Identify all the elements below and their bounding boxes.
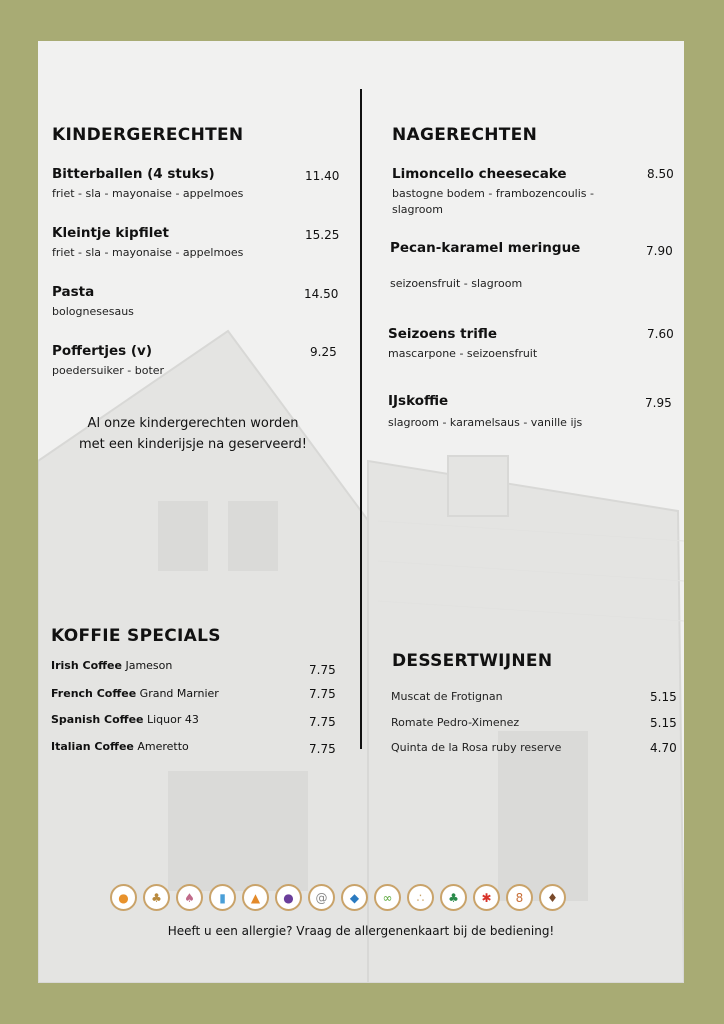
- gluten-icon: ♣: [143, 884, 170, 911]
- peanut-icon: 8: [506, 884, 533, 911]
- menu-item: [52, 343, 164, 379]
- egg-icon: ●: [110, 884, 137, 911]
- item-price: 7.60: [647, 327, 674, 341]
- nagerechten-title: NAGERECHTEN: [392, 125, 538, 145]
- item-price: 14.50: [304, 287, 339, 301]
- soy-icon: ∞: [374, 884, 401, 911]
- menu-item: [52, 166, 243, 202]
- sesame-icon: ∴: [407, 884, 434, 911]
- coffee-price: 7.75: [309, 742, 336, 756]
- kindergerechten-title: KINDERGERECHTEN: [52, 125, 244, 145]
- coffee-price: 7.75: [309, 663, 336, 677]
- fish-icon: ◆: [341, 884, 368, 911]
- item-name: Pasta: [52, 284, 95, 300]
- nuts-icon: ●: [275, 884, 302, 911]
- allergen-icons: [110, 884, 566, 911]
- coffee-liquor: Jameson: [125, 659, 173, 672]
- milk-icon: ▮: [209, 884, 236, 911]
- coffee-name: Irish Coffee: [51, 659, 122, 672]
- lupin-icon: ♠: [176, 884, 203, 911]
- coffee-price: 7.75: [309, 687, 336, 701]
- coffee-price: 7.75: [309, 715, 336, 729]
- item-name: Poffertjes (v): [52, 343, 153, 359]
- crustacean-icon: ✱: [473, 884, 500, 911]
- dessertwijnen-title: DESSERTWIJNEN: [392, 651, 553, 671]
- item-description: mascarpone - seizoensfruit: [388, 347, 538, 360]
- item-description: seizoensfruit - slagroom: [390, 277, 523, 290]
- item-price: 7.90: [646, 244, 673, 258]
- coffee-item: [51, 713, 199, 726]
- wine-name: Romate Pedro-Ximenez: [391, 716, 520, 729]
- coffee-name: French Coffee: [51, 687, 137, 700]
- item-price: 15.25: [305, 228, 340, 242]
- allergy-note: Heeft u een allergie? Vraag de allergenenkaart bij de bediening!: [167, 924, 555, 938]
- item-description: bastogne bodem - frambozencoulis - slagroom: [392, 187, 594, 216]
- coffee-item: [51, 740, 189, 753]
- menu-item: [392, 166, 622, 218]
- item-name: Limoncello cheesecake: [392, 166, 567, 182]
- coffee-name: Italian Coffee: [51, 740, 134, 753]
- mollusc-icon: @: [308, 884, 335, 911]
- item-name: Seizoens trifle: [388, 326, 498, 342]
- menu-item: [52, 284, 134, 320]
- item-description: friet - sla - mayonaise - appelmoes: [52, 246, 244, 259]
- wine-price: 5.15: [650, 716, 677, 730]
- menu-item: [390, 240, 620, 292]
- wine-price: 4.70: [650, 741, 677, 755]
- wine-price: 5.15: [650, 690, 677, 704]
- item-description: slagroom - karamelsaus - vanille ijs: [388, 416, 583, 429]
- item-description: poedersuiker - boter: [52, 364, 165, 377]
- menu-item: [52, 225, 243, 261]
- item-description: friet - sla - mayonaise - appelmoes: [52, 187, 244, 200]
- coffee-item: [51, 687, 219, 700]
- item-name: Kleintje kipfilet: [52, 225, 169, 241]
- coffee-item: [51, 659, 172, 672]
- kinder-note: Al onze kindergerechten worden met een kinderijsje na geserveerd!: [79, 416, 307, 452]
- menu-item: [388, 393, 618, 431]
- column-divider: [360, 89, 362, 749]
- item-price: 8.50: [647, 167, 674, 181]
- item-price: 7.95: [645, 396, 672, 410]
- coffee-name: Spanish Coffee: [51, 713, 144, 726]
- item-price: 9.25: [310, 345, 337, 359]
- menu-page: [38, 41, 684, 983]
- item-name: Pecan-karamel meringue: [390, 240, 581, 256]
- item-description: bolognesesaus: [52, 305, 134, 318]
- sulphite-icon: ♦: [539, 884, 566, 911]
- mustard-icon: ▲: [242, 884, 269, 911]
- item-name: IJskoffie: [388, 393, 449, 409]
- coffee-liquor: Liquor 43: [147, 713, 199, 726]
- celery-icon: ♣: [440, 884, 467, 911]
- menu-item: [388, 326, 618, 362]
- wine-name: Quinta de la Rosa ruby reserve: [391, 741, 562, 754]
- coffee-liquor: Grand Marnier: [139, 687, 219, 700]
- coffee-liquor: Ameretto: [137, 740, 189, 753]
- item-name: Bitterballen (4 stuks): [52, 166, 215, 182]
- koffie-specials-title: KOFFIE SPECIALS: [51, 626, 221, 646]
- wine-name: Muscat de Frotignan: [391, 690, 503, 703]
- item-price: 11.40: [305, 169, 340, 183]
